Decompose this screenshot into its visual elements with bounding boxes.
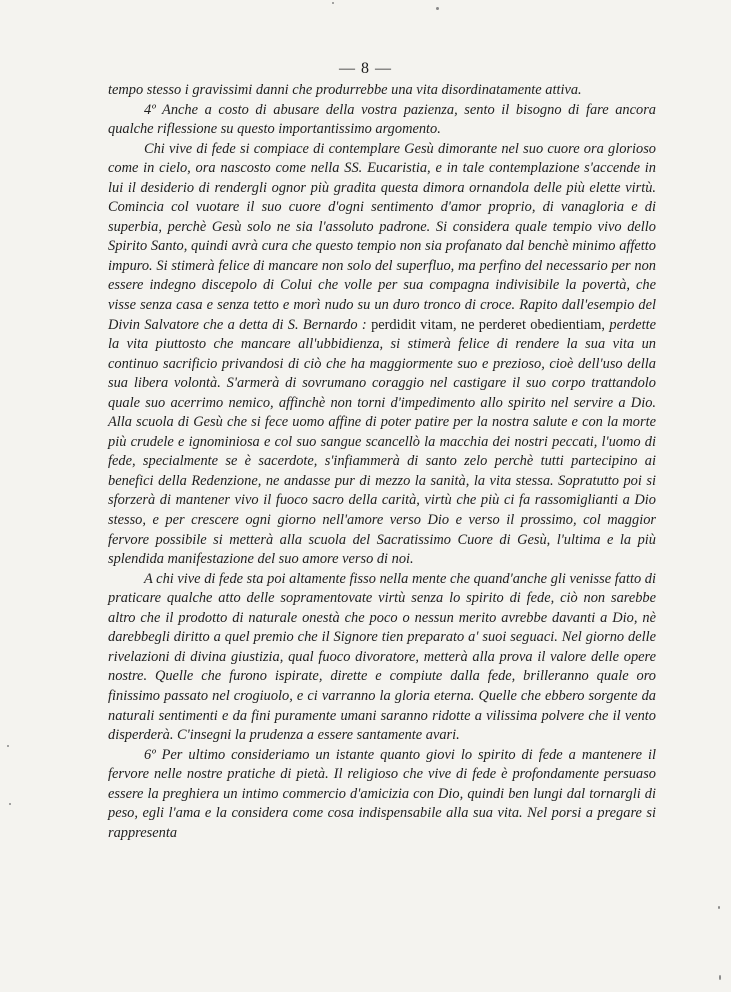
paragraph-3: [108, 140, 656, 570]
paragraph-5: 6º Per ultimo consideriamo un istante quanto giovi lo spirito di fede a mantenere il fervore nelle nostre pratiche di pietà. Il religioso che vive di fede è profondamente persuaso essere la preghiera un intimo commercio d'amicizia con Dio, quindi ben lungi dal tornargli di peso, egli l'ama e la considera come cosa indispensabile alla sua vita. Nel porsi a pregare si rappresenta: [108, 746, 656, 841]
scan-speck: [332, 2, 334, 4]
scan-speck: [718, 906, 720, 909]
latin-quote: perdidit vitam, ne perderet obedientiam,: [371, 316, 606, 333]
paragraph-1: tempo stesso i gravissimi danni che produrrebbe una vita disordinatamente attiva.: [108, 82, 582, 98]
paragraph-4: A chi vive di fede sta poi altamente fisso nella mente che quand'anche gli venisse fatto di praticare qualche atto delle sopramentovate virtù senza lo spirito di fede, ciò non sarebbe altro che il prodotto di naturale onestà che poco o nessun merito avrebbe davanti a Dio, nè darebbegli diritto a quel premio che il Signore tien preparato a' suoi seguaci. Nel giorno delle rivelazioni di divina giustizia, qual fuoco divoratore, metterà alla prova il valore delle opere nostre. Quelle che furono ispirate, dirette e compiute dalla fede, brilleranno quale oro finissimo passato nel crogiuolo, e ci varranno la gloria eterna. Quelle che ebbero sorgente da naturali sentimenti e da fini puramente umani saranno ridotte a vilissima polvere che il vento disperderà. C'insegni la prudenza a essere santamente avari.: [108, 570, 656, 744]
scan-speck: [436, 7, 439, 10]
scan-speck: [7, 745, 9, 747]
scan-speck: [719, 975, 721, 980]
paragraph-2: 4º Anche a costo di abusare della vostra pazienza, sento il bisogno di fare ancora qualche riflessione su questo importantissimo argomento.: [108, 101, 656, 138]
paragraph-3-part-b: perdette la vita piuttosto che mancare all'ubbidienza, si stimerà felice di rendere la sua vita un continuo sacrificio privandosi di ciò che ha maggiormente suo e prezioso, cioè dell'uso della sua libera volontà. S'armerà di sovrumano coraggio nel castigare il suo corpo trattandolo quale suo acerrimo nemico, affinchè non torni d'impedimento allo spirito nel servire a Dio. Alla scuola di Gesù che si fece uomo affine di poter patire per la nostra salute e con la morte più crudele e ignominiosa e col suo sangue scancellò la macchia dei nostri peccati, l'uomo di fede, specialmente se è sacerdote, s'infiammerà di santo zelo perchè tutti partecipino ai benefici della Redenzione, ne andasse pur di mezzo la sanità, la vita stessa. Sopratutto poi si sforzerà di mantener vivo il fuoco sacro della carità, virtù che più ci fa rassomiglianti a Dio stesso, e per crescere ogni giorno nell'amore verso Dio e verso il prossimo, col maggior fervore possibile si metterà alla scuola del Sacratissimo Cuore di Gesù, l'ultima e la più splendida manifestazione del suo amore verso di noi.: [108, 316, 657, 568]
body-text: [108, 81, 656, 843]
page-number: — 8 —: [339, 60, 392, 77]
paragraph-3-part-a: Chi vive di fede si compiace di contemplare Gesù dimorante nel suo cuore ora glorioso come in cielo, ora nascosto come nella SS. Eucaristia, e in tale contemplazione s'accende in lui il desiderio di rendergli ognor più gradita questa dimora ornandola delle più elette virtù. Comincia col vuotare il suo cuore d'ogni sentimento d'amor proprio, di vanagloria e di superbia, perchè Gesù solo ne sia l'assoluto padrone. Si considera quale tempio vivo dello Spirito Santo, quindi avrà cura che questo tempio non sia profanato dal benchè minimo affetto impuro. Si stimerà felice di mancare non solo del superfluo, ma perfino del necessario per non essere indegno discepolo di Colui che volle per sua compagna indivisibile la povertà, che visse senza casa e senza tetto e morì nudo su un duro tronco di croce. Rapito dall'esempio del Divin Salvatore che a detta di S. Bernardo :: [108, 140, 656, 333]
scan-speck: [9, 803, 11, 805]
